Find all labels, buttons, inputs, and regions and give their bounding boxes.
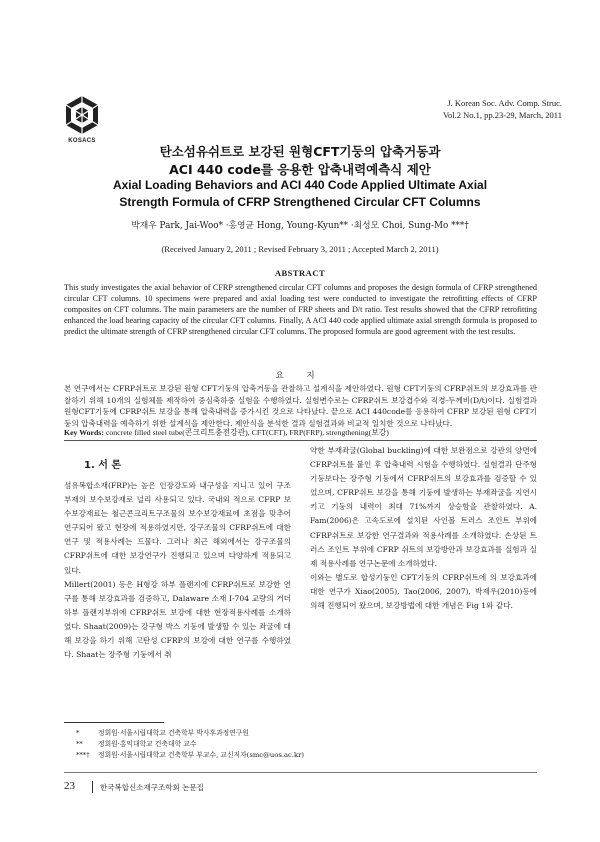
footnote xyxy=(76,739,536,750)
body-paragraph: Millert(2001) 등은 H형강 하부 플랜지에 CFRP쉬트로 보강한 연구를 통해 보강효과를 검증하고, Dalaware 소재 I-704 교량의 거더하부 플랜지부위에 CFRP쉬트 보강에 대한 현장적용사례를 소개하였다. Shaat(2009)는 강구형 박스 기둥에 발생할 수 있는 좌굴에 대해 보강을 하기 위해 고탄성 CFRP의 보강에 대한 연구를 수행하였다. Shaat는 장주형 기둥에서 취 xyxy=(64,579,291,660)
title-korean-line2: ACI 440 code를 응용한 압축내력예측식 제안 xyxy=(169,162,431,177)
footnote xyxy=(76,750,536,761)
footnote-text: 정회원·서울시립대학교 건축학부 박사후과정연구원 xyxy=(98,729,249,737)
journal-volume: Vol.2 No.1, pp.23-29, March, 2011 xyxy=(443,110,562,120)
footnotes xyxy=(76,728,536,761)
keywords-text: concrete filled steel tube(콘크리트충전강관), CFT(CFT), FRP(FRP), strengthening(보강) xyxy=(105,428,389,437)
title-korean-line1: 탄소섬유쉬트로 보강된 원형CFT기둥의 압축거동과 xyxy=(159,144,441,159)
section-heading: 1. 서 론 xyxy=(84,460,122,471)
divider xyxy=(64,440,537,441)
footer-divider xyxy=(64,772,537,773)
footnote-mark: ***† xyxy=(76,751,90,759)
title-english-line1: Axial Loading Behaviors and ACI 440 Code Applied Ultimate Axial xyxy=(112,178,488,192)
kosacs-logo-icon xyxy=(62,94,102,140)
body-column-right xyxy=(310,444,537,613)
footnote-divider xyxy=(64,722,164,723)
body-column-left xyxy=(64,456,291,662)
body-paragraph: 이와는 별도로 합성기둥인 CFT기둥의 CFRP쉬트에 의 보강효과에 대한 연구가 Xiao(2005), Tao(2006, 2007), 박재우(2010)등에 의해 진행되어 왔으며, 보강방법에 대한 개념은 Fig 1와 같다. xyxy=(310,572,537,611)
footer-journal-name: 한국복합신소재구조학회 논문집 xyxy=(100,783,204,792)
authors: 박재우 Park, Jai-Woo* ·홍영균 Hong, Young-Kyun** ·최성모 Choi, Sung-Mo ***† xyxy=(131,221,469,231)
logo-text: KOSACS xyxy=(68,138,96,144)
title-english-line2: Strength Formula of CFRP Strengthened Circular CFT Columns xyxy=(119,195,481,209)
abstract-body: This study investigates the axial behavior of CFRP strengthened circular CFT columns and proposes the design formula of CFRP strengthened circular CFT columns. 10 specimens were prepared and axial loading test were conducted to investigate the retrofitting effects of CFRP composites on CFT columns. The main parameters are the number of FRP sheets and D/t ratio. Test results showed that the CFRP retrofitting enhanced the load bearing capacity of the circular CFT columns. Finally, A ACI 440 code applied ultimate axial strength formula is proposed to predict the ultimate strength of CFRP strengthened circular CFT columns. The proposed formula are good agreement with the test results. xyxy=(64,283,537,337)
footnote xyxy=(76,728,536,739)
footnote-text: 정회원·서울시립대학교 건축학부 부교수, 교신저자(smc@uos.ac.kr) xyxy=(98,751,305,759)
footnote-mark: * xyxy=(76,729,80,737)
body-paragraph: 섬유복합소재(FRP)는 높은 인장강도와 내구성을 지니고 있어 구조부재의 보수보강재로 널리 사용되고 있다. 국내외 적으로 CFRP 보수보강재료는 철근콘크리트구조물의 보수보강재료에 초점을 맞추어 연구되어 왔고 현장에 적용하였지만, 강구조물의 CFRP쉬트에 대한 연구 및 적용사례는 드물다. 그러나 최근 해외에서는 강구조물의 CFRP쉬트에 대한 보강연구가 진행되고 있으며 다양하게 적용되고 있다. xyxy=(64,481,291,575)
received-dates: (Received January 2, 2011 ; Revised February 3, 2011 ; Accepted March 2, 2011) xyxy=(161,244,439,254)
abstract-heading: ABSTRACT xyxy=(274,268,326,278)
summary-body: 본 연구에서는 CFRP쉬트로 보강된 원형 CFT기둥의 압축거동을 관찰하고 설계식을 제안하였다. 원형 CFT기둥의 CFRP쉬트의 보강효과를 관찰하기 위해 10개의 실험체를 제작하여 중심축하중 실험을 수행하였다. 실험변수로는 CFRP쉬트 보강겹수와 직경-두께비(D/t)이다. 실험결과 원형CFT기둥에 CFRP쉬트 보강을 통해 압축내력을 증가시킨 것으로 나타났다. 끝으로 ACI 440code를 응용하여 CFRP 보강된 원형 CFT기둥의 압축내력을 예측하기 위한 설계식을 제안한다. 제안식을 분석한 결과 실험결과와 비교적 일치한 것으로 나타났다. xyxy=(64,384,537,428)
keywords-label: Key Words: xyxy=(64,428,104,437)
keywords xyxy=(64,427,537,438)
footnote-text: 정회원·홍익대학교 건축대학 교수 xyxy=(98,740,197,748)
footnote-mark: ** xyxy=(76,740,83,748)
body-paragraph: 약한 부재좌굴(Global buckling)에 대한 보완점으로 강관의 양면에 CFRP쉬트를 붙인 후 압축내력 시험을 수행하였다. 실험결과 단주형 기둥보다는 장주형 기둥에서 CFRP쉬트의 보강효과를 검증할 수 있었으며, CFRP쉬트 보강을 통해 기둥에 발생하는 부재좌굴을 지연시키고 기둥의 내력이 최대 71%까지 상승함을 관찰하였다. A. Fam(2006)은 고속도로에 설치된 사인볼 트러스 조인트 부위에 CFRP쉬트로 보강한 연구결과와 적용사례를 소개하였다. 손상된 트러스 조인트 부위에 CFRP 쉬트의 보강방안과 보강효과를 실험과 실제 적용사례를 연구논문에 소개하였다. xyxy=(310,446,537,568)
summary-heading: 요 지 xyxy=(275,371,325,381)
footer-separator xyxy=(92,781,93,793)
page-number: 23 xyxy=(64,780,75,792)
journal-name: J. Korean Soc. Adv. Comp. Struc. xyxy=(447,98,562,108)
